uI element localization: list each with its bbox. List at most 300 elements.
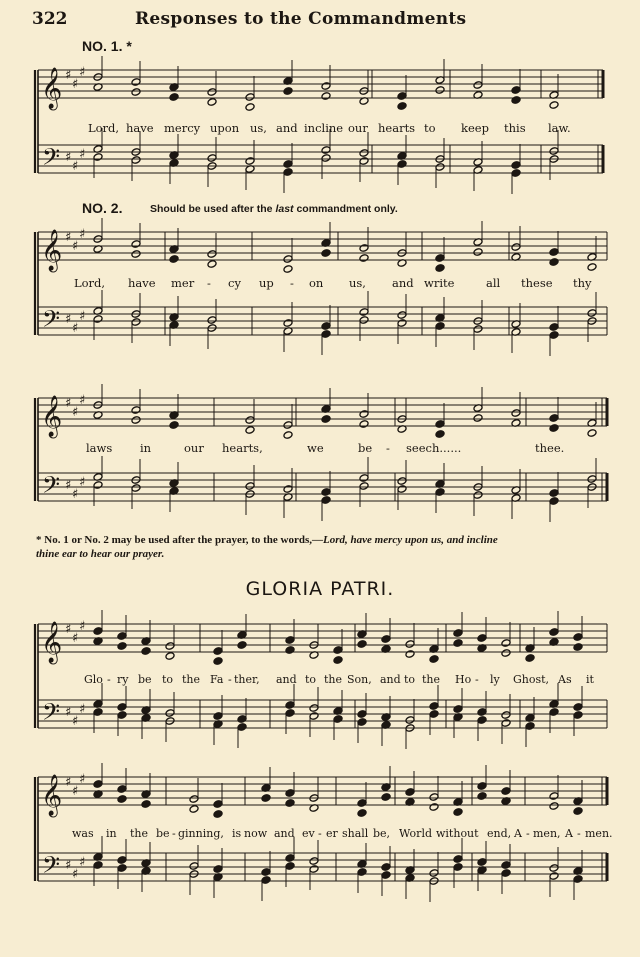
- bass-note: [435, 163, 445, 172]
- bass-note: [285, 862, 295, 871]
- treble-note: [453, 629, 463, 638]
- lyric-word: now: [244, 827, 268, 840]
- lyric-word: was: [72, 827, 94, 840]
- treble-note: [453, 639, 463, 648]
- treble-note: [213, 800, 223, 809]
- bass-note: [549, 489, 559, 498]
- treble-note: [245, 103, 255, 112]
- lyric-word: thy: [573, 276, 592, 290]
- treble-note: [141, 800, 151, 809]
- lyric-word: men,: [533, 827, 561, 840]
- treble-note: [207, 98, 217, 107]
- bass-note: [549, 708, 559, 717]
- treble-note: [117, 642, 127, 651]
- lyric-word: -: [318, 827, 322, 840]
- no2-instruction: Should be used after the last commandment only.: [150, 203, 398, 215]
- lyric-word: ther,: [234, 673, 260, 686]
- treble-note: [237, 641, 247, 650]
- lyric-word: on: [309, 276, 324, 290]
- bass-note: [261, 876, 271, 885]
- treble-note: [501, 639, 511, 648]
- no1-label: NO. 1. *: [82, 38, 132, 54]
- treble-note: [477, 782, 487, 791]
- treble-note: [93, 627, 103, 636]
- sharp-icon: ♯: [65, 230, 72, 245]
- treble-note: [321, 92, 331, 101]
- bass-note: [573, 711, 583, 720]
- treble-note: [511, 243, 521, 252]
- lyric-word: ev: [302, 827, 315, 840]
- sharp-icon: ♯: [72, 239, 79, 254]
- bass-note: [573, 875, 583, 884]
- sharp-icon: ♯: [72, 867, 79, 882]
- treble-note: [141, 647, 151, 656]
- bass-note: [359, 316, 369, 325]
- treble-note: [573, 633, 583, 642]
- bass-note: [117, 856, 127, 865]
- treble-note: [285, 799, 295, 808]
- bass-note: [207, 154, 217, 163]
- bass-clef-icon: 𝄢: [42, 698, 61, 731]
- sharp-icon: ♯: [72, 714, 79, 729]
- treble-note: [549, 248, 559, 257]
- bass-note: [549, 331, 559, 340]
- lyric-word: Lord,: [88, 121, 120, 135]
- bass-note: [237, 723, 247, 732]
- treble-clef-icon: 𝄞: [41, 622, 63, 663]
- lyric-word: all: [486, 276, 501, 290]
- treble-note: [381, 635, 391, 644]
- sharp-icon: ♯: [79, 855, 86, 870]
- treble-note: [333, 656, 343, 665]
- sharp-icon: ♯: [72, 405, 79, 420]
- bass-note: [357, 868, 367, 877]
- bass-note: [453, 863, 463, 872]
- lyric-word: thee.: [535, 441, 565, 455]
- treble-clef-icon: 𝄞: [41, 230, 63, 271]
- treble-note: [165, 642, 175, 651]
- lyric-word: us,: [349, 276, 366, 290]
- treble-note: [117, 795, 127, 804]
- bass-note: [283, 168, 293, 177]
- bass-note: [587, 475, 597, 484]
- lyric-word: have: [126, 121, 154, 135]
- treble-note: [549, 792, 559, 801]
- treble-note: [131, 240, 141, 249]
- treble-note: [359, 254, 369, 263]
- lyric-word: -: [475, 673, 479, 686]
- bass-note: [501, 711, 511, 720]
- treble-note: [283, 265, 293, 274]
- bass-note: [285, 854, 295, 863]
- lyric-word: and: [392, 276, 414, 290]
- sharp-icon: ♯: [79, 65, 86, 80]
- bass-note: [359, 308, 369, 317]
- treble-note: [283, 87, 293, 96]
- bass-note: [237, 715, 247, 724]
- treble-note: [245, 426, 255, 435]
- running-title: Responses to the Commandments: [135, 9, 467, 29]
- bass-note: [501, 861, 511, 870]
- bass-note: [359, 149, 369, 158]
- sharp-icon: ♯: [65, 312, 72, 327]
- treble-note: [321, 415, 331, 424]
- bass-note: [357, 718, 367, 727]
- no2-label: NO. 2.: [82, 200, 123, 216]
- bass-note: [573, 703, 583, 712]
- treble-note: [207, 250, 217, 259]
- lyric-word: and: [380, 673, 401, 686]
- bass-note: [511, 161, 521, 170]
- lyric-word: A: [514, 827, 522, 840]
- sharp-icon: ♯: [72, 784, 79, 799]
- page-number: 322: [32, 9, 68, 29]
- lyric-word: Ghost,: [513, 673, 550, 686]
- treble-note: [131, 406, 141, 415]
- bass-note: [321, 146, 331, 155]
- lyric-word: be: [138, 673, 152, 686]
- bass-note: [549, 323, 559, 332]
- bass-note: [285, 709, 295, 718]
- treble-note: [549, 628, 559, 637]
- lyric-word: ly: [490, 673, 500, 686]
- treble-note: [131, 78, 141, 87]
- footnote: * No. 1 or No. 2 may be used after the prayer, to the words,—Lord, have mercy upon us, and incline thine ear to hear our prayer.: [36, 534, 498, 560]
- treble-note: [587, 429, 597, 438]
- lyric-word: and: [276, 673, 297, 686]
- lyric-word: we: [307, 441, 324, 455]
- bass-note: [245, 157, 255, 166]
- lyric-word: the: [422, 673, 441, 686]
- bass-note: [397, 485, 407, 494]
- sharp-icon: ♯: [72, 487, 79, 502]
- bass-note: [397, 477, 407, 486]
- treble-note: [285, 636, 295, 645]
- lyric-word: this: [504, 121, 526, 135]
- lyric-word: seech......: [406, 441, 462, 455]
- treble-note: [245, 416, 255, 425]
- bass-note: [261, 868, 271, 877]
- bass-note: [309, 712, 319, 721]
- sharp-icon: ♯: [72, 631, 79, 646]
- treble-note: [93, 780, 103, 789]
- treble-note: [131, 88, 141, 97]
- treble-note: [169, 255, 179, 264]
- treble-note: [549, 414, 559, 423]
- bass-note: [473, 325, 483, 334]
- treble-note: [429, 655, 439, 664]
- sharp-icon: ♯: [79, 393, 86, 408]
- bass-note: [357, 710, 367, 719]
- lyric-word: men.: [585, 827, 613, 840]
- bass-note: [359, 157, 369, 166]
- bass-note: [309, 865, 319, 874]
- lyric-word: hearts: [378, 121, 416, 135]
- treble-note: [573, 643, 583, 652]
- bass-note: [359, 482, 369, 491]
- treble-note: [549, 101, 559, 110]
- sharp-icon: ♯: [65, 858, 72, 873]
- bass-note: [309, 704, 319, 713]
- treble-note: [333, 646, 343, 655]
- lyric-word: be,: [373, 827, 391, 840]
- lyric-word: keep: [461, 121, 489, 135]
- lyric-word: in: [140, 441, 152, 455]
- treble-note: [321, 82, 331, 91]
- bass-note: [477, 708, 487, 717]
- bass-note: [333, 715, 343, 724]
- bass-note: [397, 311, 407, 320]
- treble-note: [207, 260, 217, 269]
- lyric-word: Ho: [455, 673, 472, 686]
- treble-note: [285, 646, 295, 655]
- bass-note: [213, 865, 223, 874]
- treble-note: [359, 420, 369, 429]
- treble-note: [359, 244, 369, 253]
- lyric-word: write: [424, 276, 455, 290]
- bass-clef-icon: 𝄢: [42, 851, 61, 884]
- bass-note: [283, 485, 293, 494]
- sharp-icon: ♯: [65, 68, 72, 83]
- treble-note: [283, 421, 293, 430]
- bass-note: [189, 862, 199, 871]
- treble-note: [357, 809, 367, 818]
- bass-note: [429, 869, 439, 878]
- treble-clef-icon: 𝄞: [41, 775, 63, 816]
- lyric-word: mer: [171, 276, 195, 290]
- lyric-word: upon: [210, 121, 240, 135]
- treble-note: [117, 785, 127, 794]
- treble-note: [213, 647, 223, 656]
- bass-note: [131, 484, 141, 493]
- lyric-word: it: [586, 673, 594, 686]
- lyric-word: -: [577, 827, 581, 840]
- treble-note: [359, 410, 369, 419]
- lyric-word: Son,: [347, 673, 372, 686]
- bass-note: [525, 722, 535, 731]
- lyric-word: cy: [228, 276, 241, 290]
- treble-note: [131, 416, 141, 425]
- sharp-icon: ♯: [65, 396, 72, 411]
- sharp-icon: ♯: [79, 702, 86, 717]
- treble-clef-icon: 𝄞: [41, 396, 63, 437]
- treble-note: [405, 788, 415, 797]
- treble-note: [549, 258, 559, 267]
- treble-note: [429, 793, 439, 802]
- treble-note: [473, 414, 483, 423]
- sharp-icon: ♯: [72, 159, 79, 174]
- treble-note: [189, 805, 199, 814]
- treble-note: [169, 421, 179, 430]
- bass-note: [473, 491, 483, 500]
- bass-note: [321, 488, 331, 497]
- bass-note: [429, 710, 439, 719]
- bass-note: [405, 716, 415, 725]
- treble-note: [477, 634, 487, 643]
- lyric-word: us,: [250, 121, 267, 135]
- treble-note: [573, 807, 583, 816]
- treble-note: [435, 420, 445, 429]
- bass-note: [549, 147, 559, 156]
- bass-note: [321, 330, 331, 339]
- lyric-word: the: [182, 673, 201, 686]
- bass-note: [381, 871, 391, 880]
- treble-note: [321, 249, 331, 258]
- lyric-word: -: [107, 673, 111, 686]
- lyric-word: Fa: [210, 673, 224, 686]
- treble-note: [213, 657, 223, 666]
- lyric-word: -: [386, 441, 390, 455]
- sharp-icon: ♯: [79, 309, 86, 324]
- treble-note: [587, 263, 597, 272]
- treble-note: [357, 799, 367, 808]
- sharp-icon: ♯: [79, 475, 86, 490]
- bass-note: [381, 863, 391, 872]
- treble-note: [117, 632, 127, 641]
- bass-note: [587, 309, 597, 318]
- treble-note: [549, 802, 559, 811]
- sharp-icon: ♯: [65, 705, 72, 720]
- lyric-word: Glo: [84, 673, 103, 686]
- lyric-word: our: [184, 441, 204, 455]
- lyric-word: ry: [117, 673, 129, 686]
- lyric-word: and: [274, 827, 295, 840]
- bass-note: [213, 712, 223, 721]
- bass-note: [435, 488, 445, 497]
- sharp-icon: ♯: [79, 147, 86, 162]
- lyric-word: -: [290, 276, 294, 290]
- bass-note: [321, 154, 331, 163]
- bass-note: [549, 864, 559, 873]
- gloria-patri-title: GLORIA PATRI.: [245, 578, 395, 600]
- treble-note: [511, 96, 521, 105]
- bass-note: [321, 322, 331, 331]
- lyric-word: laws: [86, 441, 113, 455]
- lyric-word: incline: [304, 121, 344, 135]
- lyric-word: is: [232, 827, 242, 840]
- treble-note: [131, 250, 141, 259]
- treble-note: [501, 787, 511, 796]
- lyric-word: A: [565, 827, 573, 840]
- sharp-icon: ♯: [65, 150, 72, 165]
- bass-note: [207, 316, 217, 325]
- lyric-word: to: [162, 673, 174, 686]
- sharp-icon: ♯: [65, 622, 72, 637]
- sharp-icon: ♯: [72, 77, 79, 92]
- lyric-word: to: [305, 673, 317, 686]
- bass-note: [549, 497, 559, 506]
- bass-note: [511, 169, 521, 178]
- bass-note: [359, 474, 369, 483]
- lyric-word: mercy: [164, 121, 201, 135]
- bass-note: [93, 315, 103, 324]
- treble-clef-icon: 𝄞: [41, 68, 63, 109]
- lyric-word: our: [348, 121, 368, 135]
- bass-note: [285, 701, 295, 710]
- treble-note: [511, 86, 521, 95]
- lyric-word: the: [324, 673, 343, 686]
- treble-note: [435, 264, 445, 273]
- treble-note: [435, 254, 445, 263]
- lyric-word: and: [276, 121, 298, 135]
- treble-note: [405, 650, 415, 659]
- bass-note: [93, 481, 103, 490]
- lyric-word: without: [436, 827, 479, 840]
- lyric-word: -: [172, 827, 176, 840]
- lyric-word: the: [130, 827, 149, 840]
- bass-note: [549, 872, 559, 881]
- sharp-icon: ♯: [79, 619, 86, 634]
- lyric-word: er: [326, 827, 338, 840]
- bass-note: [477, 858, 487, 867]
- treble-note: [511, 409, 521, 418]
- treble-note: [165, 652, 175, 661]
- lyric-word: in: [106, 827, 117, 840]
- bass-note: [117, 703, 127, 712]
- bass-note: [501, 869, 511, 878]
- lyric-word: -: [207, 276, 211, 290]
- lyric-word: ginning,: [178, 827, 224, 840]
- bass-note: [165, 709, 175, 718]
- bass-note: [93, 861, 103, 870]
- bass-note: [283, 319, 293, 328]
- lyric-word: law.: [548, 121, 571, 135]
- treble-note: [473, 81, 483, 90]
- treble-note: [283, 255, 293, 264]
- treble-note: [285, 789, 295, 798]
- treble-note: [453, 808, 463, 817]
- bass-note: [309, 857, 319, 866]
- lyric-word: be: [358, 441, 373, 455]
- lyric-word: Lord,: [74, 276, 106, 290]
- lyric-word: hearts,: [222, 441, 263, 455]
- bass-note: [453, 855, 463, 864]
- treble-note: [549, 424, 559, 433]
- treble-note: [397, 102, 407, 111]
- bass-note: [131, 318, 141, 327]
- sharp-icon: ♯: [79, 227, 86, 242]
- treble-note: [473, 248, 483, 257]
- bass-note: [117, 711, 127, 720]
- lyric-word: these: [521, 276, 553, 290]
- treble-note: [261, 794, 271, 803]
- bass-clef-icon: 𝄢: [42, 471, 61, 504]
- bass-clef-icon: 𝄢: [42, 143, 61, 176]
- treble-note: [245, 93, 255, 102]
- treble-note: [477, 792, 487, 801]
- treble-note: [189, 795, 199, 804]
- lyric-word: have: [128, 276, 156, 290]
- bass-note: [245, 482, 255, 491]
- bass-note: [117, 864, 127, 873]
- treble-note: [525, 654, 535, 663]
- lyric-word: As: [558, 673, 572, 686]
- treble-note: [357, 640, 367, 649]
- treble-note: [169, 93, 179, 102]
- lyric-word: -: [526, 827, 530, 840]
- lyric-word: end,: [487, 827, 512, 840]
- bass-note: [453, 705, 463, 714]
- lyric-word: be: [156, 827, 170, 840]
- lyric-word: up: [259, 276, 274, 290]
- treble-note: [397, 92, 407, 101]
- lyric-word: World: [399, 827, 432, 840]
- bass-note: [397, 160, 407, 169]
- treble-note: [435, 430, 445, 439]
- treble-note: [381, 793, 391, 802]
- lyric-word: shall: [342, 827, 369, 840]
- bass-note: [93, 708, 103, 717]
